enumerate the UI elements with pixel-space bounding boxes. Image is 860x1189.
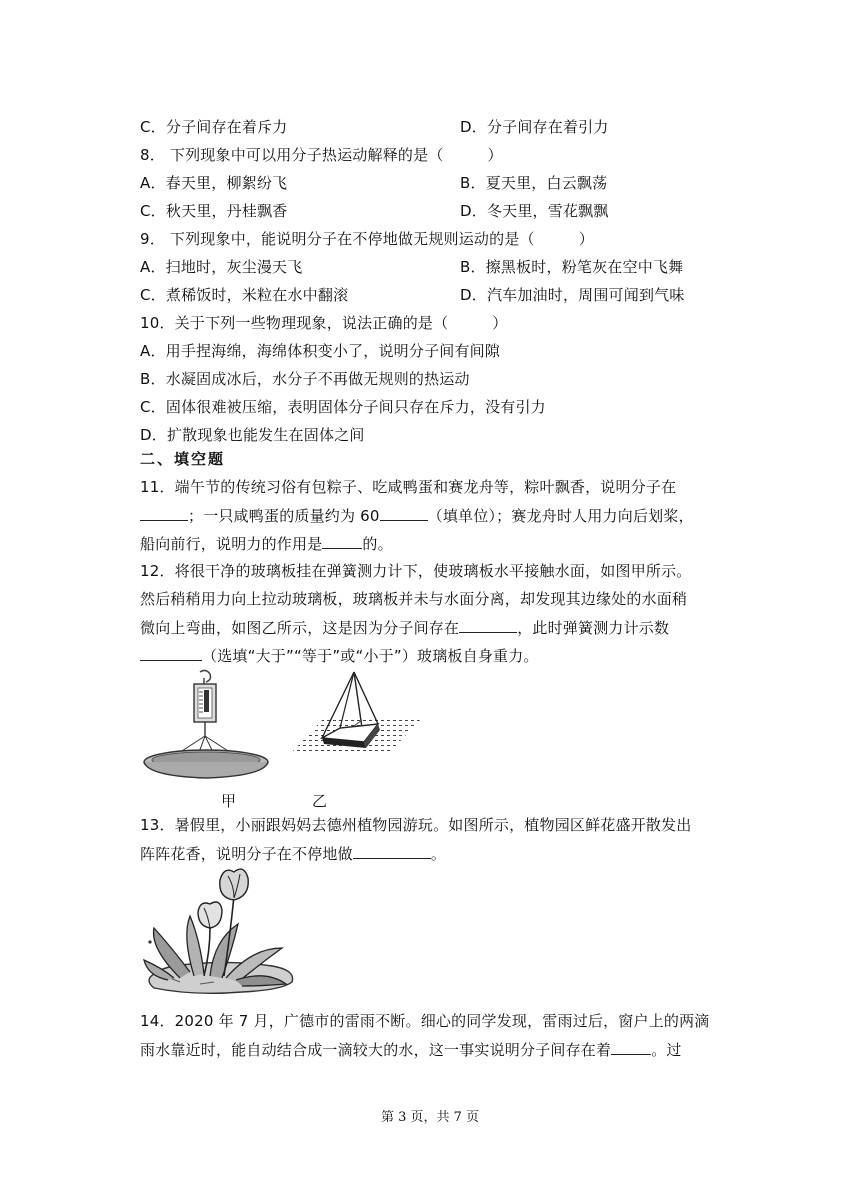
- q12-line-4: [140, 644, 539, 667]
- q10-text: 10．关于下列一些物理现象，说法正确的是（: [140, 314, 449, 332]
- q8-option-a: A．春天里，柳絮纷飞: [140, 174, 288, 192]
- q12-line-4-text: （选填“大于”“等于”或“小于”）玻璃板自身重力。: [202, 647, 539, 665]
- q9-option-a: A．扫地时，灰尘漫天飞: [140, 258, 303, 276]
- q9-stem: [140, 228, 594, 250]
- section-heading: 二、填空题: [140, 450, 226, 468]
- q14-line-2-text-b: 。过: [651, 1041, 682, 1059]
- q11-line-1: 11．端午节的传统习俗有包粽子、吃咸鸭蛋和赛龙舟等，粽叶飘香，说明分子在: [140, 478, 677, 496]
- q9-text: 9． 下列现象中，能说明分子在不停地做无规则运动的是（: [140, 230, 535, 248]
- q9-option-c: C．煮稀饭时，米粒在水中翻滚: [140, 286, 349, 304]
- q14-line-2: [140, 1038, 682, 1061]
- q10-stem: [140, 312, 508, 334]
- answer-blank[interactable]: [140, 644, 202, 661]
- answer-blank[interactable]: [322, 532, 362, 549]
- q9-option-d: D．汽车加油时，周围可闻到气味: [460, 286, 685, 304]
- answer-blank[interactable]: [140, 504, 188, 521]
- q13-line-2: [140, 842, 446, 865]
- q10-option-c: C．固体很难被压缩，表明固体分子间只存在斥力，没有引力: [140, 398, 546, 416]
- figure-yi-glass-plate: [284, 668, 426, 768]
- answer-blank[interactable]: [611, 1038, 651, 1055]
- q12-line-3-text-b: ，此时弹簧测力计示数: [517, 619, 670, 637]
- q13-line-1: 13．暑假里，小丽跟妈妈去德州植物园游玩。如图所示，植物园区鲜花盛开散发出: [140, 816, 692, 834]
- q8-text: 8． 下列现象中可以用分子热运动解释的是（: [140, 146, 444, 164]
- q9-close: ）: [578, 230, 594, 248]
- q10-option-d: D．扩散现象也能发生在固体之间: [140, 426, 365, 444]
- figure-label-jia: 甲: [221, 792, 237, 810]
- q11-line-2-text-a: ；一只咸鸭蛋的质量约为 60: [188, 507, 380, 525]
- q11-line-3: [140, 532, 393, 555]
- q12-line-1: 12．将很干净的玻璃板挂在弹簧测力计下，使玻璃板水平接触水面，如图甲所示。: [140, 562, 692, 580]
- q7-option-c: C．分子间存在着斥力: [140, 118, 288, 136]
- q11-line-2-text-b: （填单位）；赛龙舟时人用力向后划桨，: [427, 507, 694, 525]
- answer-blank[interactable]: [380, 504, 428, 521]
- q12-line-2: 然后稍稍用力向上拉动玻璃板，玻璃板并未与水面分离，却发现其边缘处的水面稍: [140, 590, 688, 608]
- q10-option-b: B．水凝固成冰后，水分子不再做无规则的热运动: [140, 370, 470, 388]
- q11-line-3-text-b: 的。: [362, 535, 393, 553]
- q8-option-d: D．冬天里，雪花飘飘: [460, 202, 609, 220]
- answer-blank[interactable]: [353, 842, 431, 859]
- q10-option-a: A．用手捏海绵，海绵体积变小了，说明分子间有间隙: [140, 342, 501, 360]
- q8-close: ）: [487, 146, 503, 164]
- q14-line-2-text-a: 雨水靠近时，能自动结合成一滴较大的水，这一事实说明分子间存在着: [140, 1041, 612, 1059]
- figure-tulip-flowers: [140, 866, 296, 996]
- q12-line-3-text-a: 微向上弯曲，如图乙所示，这是因为分子间存在: [140, 619, 460, 637]
- q11-line-3-text-a: 船向前行，说明力的作用是: [140, 535, 323, 553]
- q12-line-3: [140, 616, 669, 639]
- q10-close: ）: [492, 314, 508, 332]
- page-footer: 第 3 页，共 7 页: [380, 1110, 480, 1125]
- q7-option-d: D．分子间存在着引力: [460, 118, 609, 136]
- q8-option-c: C．秋天里，丹桂飘香: [140, 202, 288, 220]
- q14-line-1: 14．2020 年 7 月，广德市的雷雨不断。细心的同学发现，雷雨过后，窗户上的两滴: [140, 1012, 710, 1030]
- q9-option-b: B．擦黑板时，粉笔灰在空中飞舞: [460, 258, 684, 276]
- answer-blank[interactable]: [459, 616, 517, 633]
- q13-line-2-text-b: 。: [430, 845, 447, 863]
- q8-option-b: B．夏天里，白云飘荡: [460, 174, 608, 192]
- q8-stem: [140, 144, 503, 166]
- figure-label-yi: 乙: [312, 792, 328, 810]
- q13-line-2-text-a: 阵阵花香，说明分子在不停地做: [140, 845, 353, 863]
- figure-jia-spring-scale: [138, 668, 274, 786]
- q11-line-2: [140, 504, 694, 527]
